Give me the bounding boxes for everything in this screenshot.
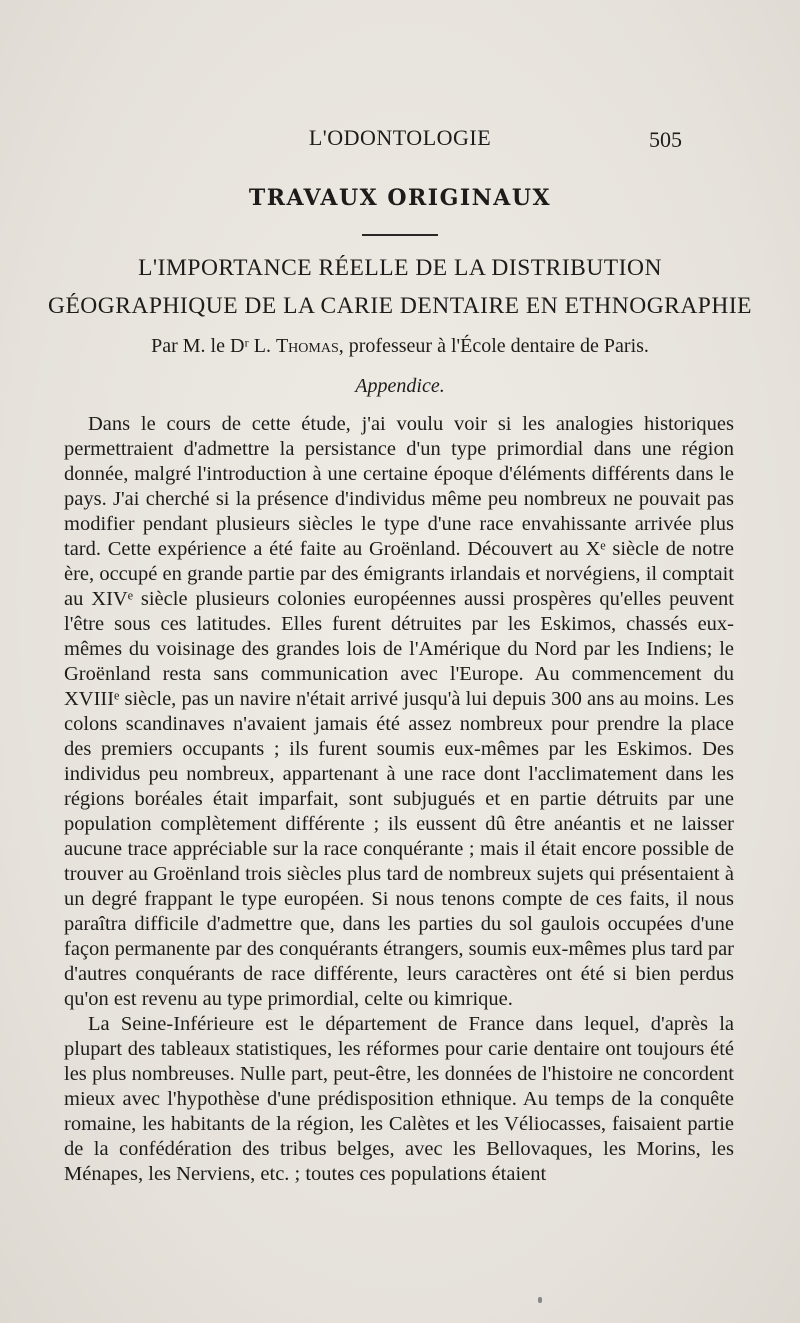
author-byline [0, 335, 800, 358]
body-paragraph-2: La Seine-Inférieure est le département de France dans lequel, d'après la plupart des tableaux statistiques, les réformes pour carie dentaire ont toujours été les plus nombreuses. Nulle part, peut-être, les données de l'histoire ne concordent mieux avec l'hypothèse d'une prédisposition ethnique. Au temps de la conquête romaine, les habitants de la région, les Calètes et les Véliocasses, faisaient partie de la confédération des tribus belges, avec les Bellovaques, les Morins, les Ménapes, les Nerviens, etc. ; toutes ces populations étaient [64, 1013, 734, 1185]
title-rule [362, 234, 438, 236]
running-head [0, 125, 800, 155]
page-number: 505 [649, 127, 682, 152]
subheading: Appendice. [355, 375, 445, 397]
section-title: TRAVAUX ORIGINAUX [248, 185, 552, 211]
body-paragraph-1: Dans le cours de cette étude, j'ai voulu voir si les analogies historiques permettraient d'admettre la persistance d'un type primordial dans une région donnée, malgré l'introduction à une certaine époque d'éléments différents dans le pays. J'ai cherché si la présence d'individus même peu nombreux ne pouvait pas modifier pendant plusieurs siècles le type d'une race envahissante arrivée plus tard. Cette expérience a été faite au Groënland. Découvert au Xᵉ siècle de notre ère, occupé en grande partie par des émigrants irlandais et norvégiens, il comptait au XIVᵉ siècle plusieurs colonies européennes aussi prospères qu'elles peuvent l'être sous ces latitudes. Elles furent détruites par les Eskimos, chassés eux-mêmes du voisinage des grandes lois de l'Amérique du Nord par les Indiens; le Groënland resta sans communication avec l'Europe. Au commencement du XVIIIᵉ siècle, pas un navire n'était arrivé jusqu'à lui depuis 300 ans au moins. Les colons scandinaves n'avaient jamais été assez nombreux pour prendre la place des premiers occupants ; ils furent soumis eux-mêmes par les Eskimos. Des individus peu nombreux, appartenant à une race dont l'acclimatement dans les régions boréales était imparfait, sont subjugués et en partie détruits par une population complètement différente ; ils eussent dû être anéantis et ne laisser aucune trace appréciable sur la race conquérante ; mais il était encore possible de trouver au Groënland trois siècles plus tard de nombreux sujets qui présentaient à un degré frappant le type européen. Si nous tenons compte de ces faits, il nous paraîtra difficile d'admettre que, dans les parties du sol gaulois occupées d'une façon permanente par des conquérants étrangers, soumis eux-mêmes plus tard par d'autres conquérants de race différente, leurs caractères ont été si bien perdus qu'on est revenu au type primordial, celte ou kimrique. [64, 413, 734, 1010]
byline-suffix: , professeur à l'École dentaire de Paris. [338, 335, 649, 357]
ink-speck [538, 1297, 542, 1303]
byline-prefix: Par M. le Dʳ L. [151, 335, 276, 357]
journal-title: L'ODONTOLOGIE [308, 125, 492, 150]
author-name: Thomas [275, 335, 339, 357]
article-title-line-1: L'IMPORTANCE RÉELLE DE LA DISTRIBUTION [138, 255, 662, 281]
article-body [64, 412, 734, 1187]
article-title-line-2: GÉOGRAPHIQUE DE LA CARIE DENTAIRE EN ETHNOGRAPHIE [47, 293, 753, 319]
